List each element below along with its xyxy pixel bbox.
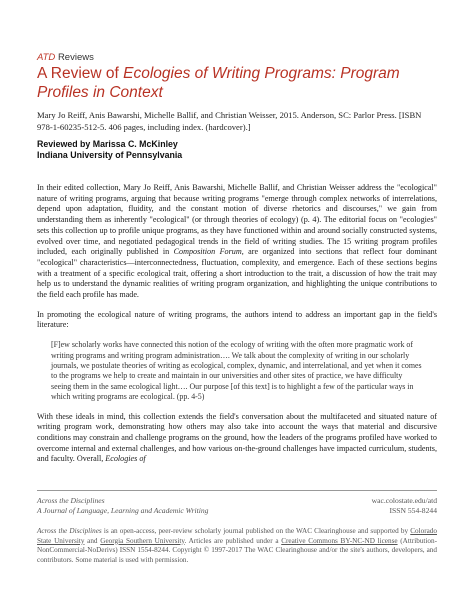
p3-text-a: With these ideals in mind, this collection extends the field's conversation about the multifaceted and situated nature of writing program work, demonstrating how others may also take into account the ways that material and discursive conditions may constrain and challenge programs on the ground, how the leaders of the programs profiled have worked to overcome internal and external challenges, and how various on-the-ground challenges have impacted curriculum, students, and faculty. Overall,	[37, 411, 437, 464]
article-title	[37, 64, 437, 102]
section-label: Reviews	[57, 52, 94, 63]
block-quote: [F]ew scholarly works have connected this notion of the ecology of writing with the often more pragmatic work of writing programs and writing program administration…. We talk about the complexity of writing in our scholarly journals, we postulate theories of writing as ecological, complex, dynamic, and interrelational, and yet when it comes to the programs we help to create and maintain in our universities and other sites of practice, we have difficulty seeing them in the same ecological light…. Our purpose [of this text] is to highlight a few of the particular ways in which writing programs are ecological. (pp. 4-5)	[51, 340, 422, 402]
p1-text-b: , are organized into sections that reflect four dominant "ecological" characteristics—interconnectedness, fluctuation, complexity, and emergence. Each of these sections begins with a treatment of a specific ecological trait, offering a short introduction to the trait, a discussion of how the trait may help us to understand the dynamic realities of writing program organization, and highlighting the unique contributions to the field each profile has made.	[37, 247, 437, 300]
reviewer-name: Reviewed by Marissa C. McKinley	[37, 139, 178, 149]
reviewer-block	[37, 139, 437, 161]
p1-text-a: In their edited collection, Mary Jo Reiff, Anis Bawarshi, Michelle Ballif, and Christian Weisser address the "ecological" nature of writing programs, arguing that because writing programs "emerge through complex networks of interrelations, depend upon adaptation, fluidity, and the constant motion of diverse rhetorics and discourses," we gain from understanding them as inherently "ecological" (or through theories of ecology) (p. 4). The editorial focus on "ecologies" sets this collection up to profile unique programs, as they have functioned within and around socially constructed systems, evolved over time, and negotiated pedagogical trends in the field of writing studies. The 15 writing program profiles included, each originally published in	[37, 183, 437, 257]
license-note	[37, 527, 437, 565]
license-text-1: is an open-access, peer-review scholarly journal published on the WAC Clearinghouse and supported by	[101, 527, 411, 535]
footer-url[interactable]: wac.colostate.edu/atd	[371, 496, 437, 505]
footer-journal-name: Across the Disciplines	[37, 496, 105, 505]
journal-abbrev: ATD	[37, 52, 56, 63]
link-colorado-state[interactable]: Colorado State University	[37, 527, 437, 545]
title-prefix: A Review of	[37, 65, 124, 82]
license-text-2: and	[84, 536, 101, 545]
license-journal: Across the Disciplines	[37, 527, 102, 535]
journal-footer	[37, 496, 437, 516]
book-citation: Mary Jo Reiff, Anis Bawarshi, Michelle Ballif, and Christian Weisser, 2015. Anderson, SC: Parlor Press. [ISBN 978-1-60235-512-5. 406 pages, including index. (hardcover).]	[37, 110, 422, 132]
paragraph-1	[37, 183, 437, 301]
footer-journal	[37, 496, 208, 516]
paragraph-3	[37, 412, 437, 466]
license-text-4: (Attribution-NonCommercial-NoDerivs) ISSN 1554-8244. Copyright © 1997-2017 The WAC Clearinghouse and/or the site's authors, developers, and contributors. Some material is used with permission.	[37, 536, 438, 564]
footer-divider	[37, 490, 437, 491]
footer-journal-subtitle: A Journal of Language, Learning and Academic Writing	[37, 506, 209, 515]
link-georgia-southern[interactable]: Georgia Southern University	[100, 536, 185, 545]
license-text-3: . Articles are published under a	[184, 536, 282, 545]
article	[37, 52, 437, 474]
paragraph-2: In promoting the ecological nature of writing programs, the authors intend to address an important gap in the field's literature:	[37, 309, 437, 330]
title-book: Ecologies of Writing Programs: Program Profiles in Context	[37, 65, 400, 101]
p1-journal: Composition Forum	[173, 247, 242, 257]
reviewer-affiliation: Indiana University of Pennsylvania	[37, 150, 183, 160]
link-creative-commons[interactable]: Creative Commons BY-NC-ND license	[281, 536, 398, 545]
footer-meta	[372, 496, 437, 516]
p3-italic: Ecologies of	[105, 454, 146, 464]
footer-issn: ISSN 554-8244	[389, 506, 437, 515]
section-kicker	[37, 52, 437, 63]
